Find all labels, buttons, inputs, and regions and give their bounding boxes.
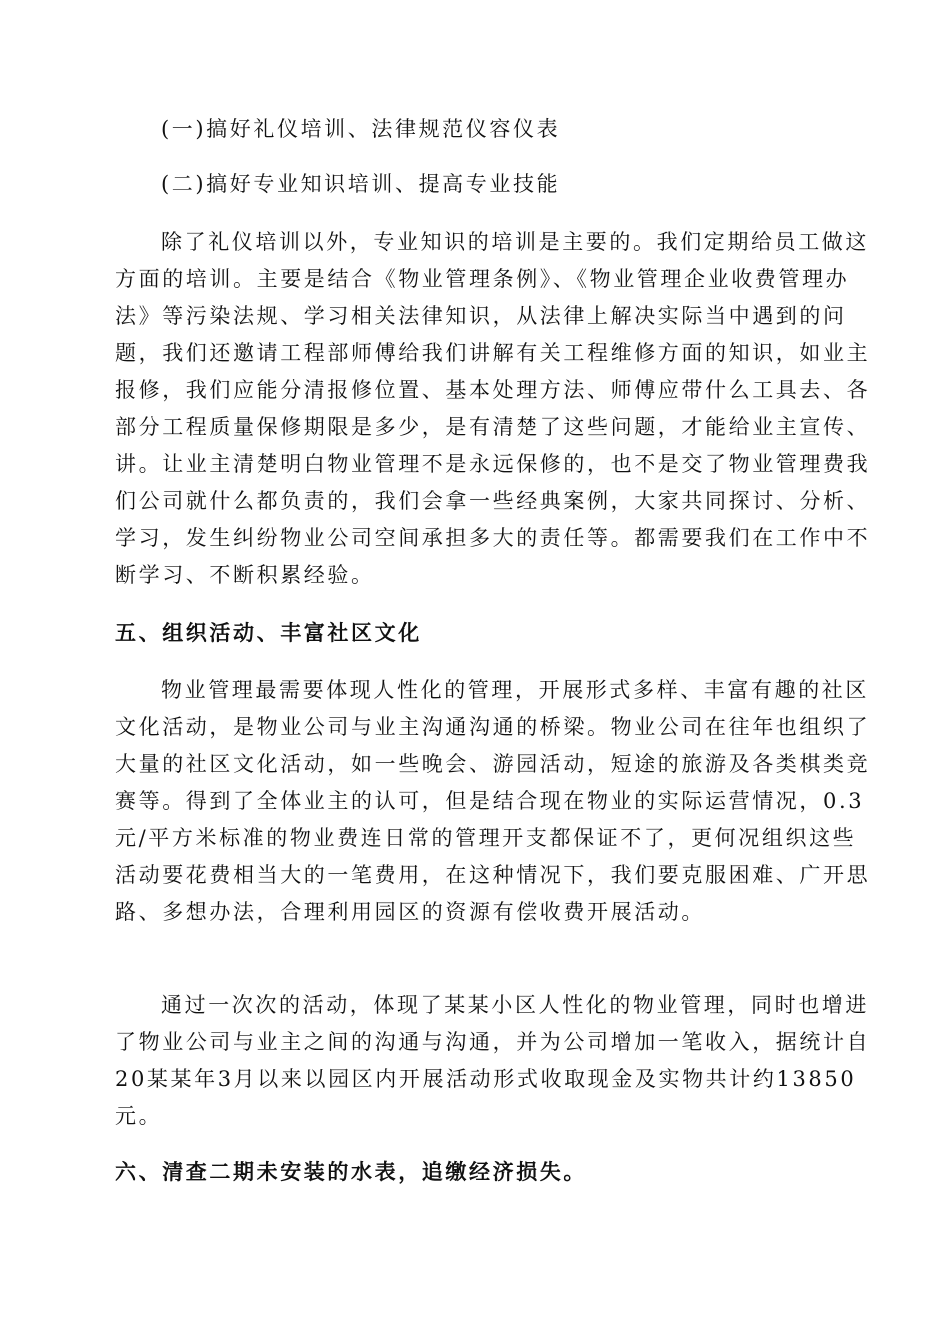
paragraph-line: 法》等污染法规、学习相关法律知识，从法律上解决实际当中遇到的问 [115,304,847,328]
paragraph-training [115,224,871,594]
subheading-text: (一)搞好礼仪培训、法律规范仪容仪表 [161,117,561,141]
paragraph-line: 赛等。得到了全体业主的认可，但是结合现在物业的实际运营情况，0.3 [115,789,865,813]
paragraph-line: 断学习、不断积累经验。 [115,563,375,587]
paragraph-line: 元/平方米标准的物业费连日常的管理开支都保证不了，更何况组织这些 [115,826,857,850]
paragraph-activities [115,672,871,931]
section-heading-5 [115,615,840,652]
paragraph-line: 通过一次次的活动，体现了某某小区人性化的物业管理，同时也增进 [161,993,869,1017]
paragraph-line: 题，我们还邀请工程部师傅给我们讲解有关工程维修方面的知识，如业主 [115,341,871,365]
paragraph-line: 方面的培训。主要是结合《物业管理条例》、《物业管理企业收费管理办 [115,267,850,291]
subheading-1 [115,111,840,148]
paragraph-line: 们公司就什么都负责的，我们会拿一些经典案例，大家共同探讨、分析、 [115,489,871,513]
heading-text: 五、组织活动、丰富社区文化 [115,621,422,645]
paragraph-line: 部分工程质量保修期限是多少，是有清楚了这些问题，才能给业主宣传、 [115,415,871,439]
paragraph-line: 物业管理最需要体现人性化的管理，开展形式多样、丰富有趣的社区 [161,678,869,702]
section-heading-6 [115,1154,840,1191]
paragraph-line: 学习，发生纠纷物业公司空间承担多大的责任等。都需要我们在工作中不 [115,526,871,550]
paragraph-line: 大量的社区文化活动，如一些晚会、游园活动，短途的旅游及各类棋类竞 [115,752,871,776]
subheading-text: (二)搞好专业知识培训、提高专业技能 [161,172,561,196]
paragraph-line: 元。 [115,1104,163,1128]
paragraph-line: 报修，我们应能分清报修位置、基本处理方法、师傅应带什么工具去、各 [115,378,871,402]
paragraph-line: 讲。让业主清楚明白物业管理不是永远保修的，也不是交了物业管理费我 [115,452,871,476]
paragraph-line: 路、多想办法，合理利用园区的资源有偿收费开展活动。 [115,900,705,924]
paragraph-income [115,987,871,1135]
paragraph-line: 文化活动，是物业公司与业主沟通沟通的桥梁。物业公司在往年也组织了 [115,715,871,739]
paragraph-line: 20某某年3月以来以园区内开展活动形式收取现金及实物共计约13850 [115,1067,857,1091]
heading-text: 六、清查二期未安装的水表，追缴经济损失。 [115,1160,587,1184]
subheading-2 [115,166,840,203]
paragraph-line: 除了礼仪培训以外，专业知识的培训是主要的。我们定期给员工做这 [161,230,869,254]
paragraph-line: 了物业公司与业主之间的沟通与沟通，并为公司增加一笔收入，据统计自 [115,1030,871,1054]
paragraph-line: 活动要花费相当大的一笔费用，在这种情况下，我们要克服困难、广开思 [115,863,871,887]
